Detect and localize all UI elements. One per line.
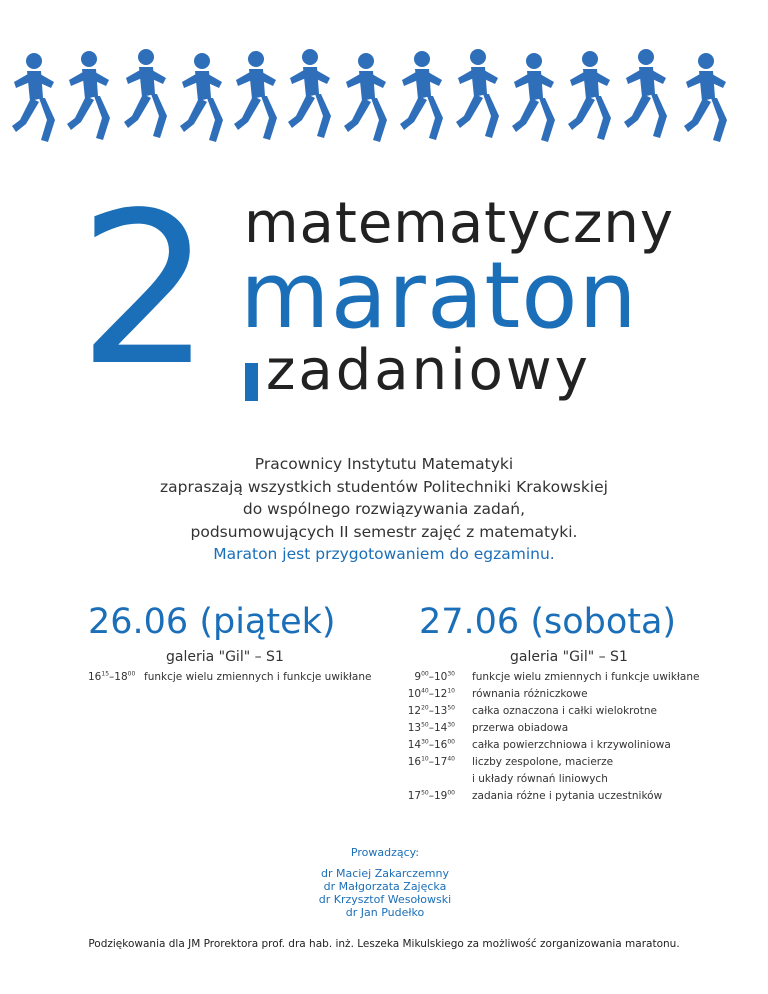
time-range: $17^{50}-19^{00}$ — [407, 789, 455, 802]
running-person-icon — [568, 51, 611, 140]
title-line-2: maraton — [240, 242, 638, 349]
time-range: $14^{30}-16^{00}$ — [407, 738, 455, 751]
intro-line: zapraszają wszystkich studentów Politechniki Krakowskiej — [160, 477, 608, 496]
day-2-title: 27.06 (sobota) — [419, 602, 677, 642]
activity: całka oznaczona i całki wielokrotne — [472, 705, 657, 717]
leaders-block — [230, 846, 540, 919]
day-1-schedule — [88, 671, 378, 688]
running-person-icon — [512, 53, 555, 142]
day-1-venue: galeria "Gil" – S1 — [166, 649, 284, 665]
schedule-row — [88, 671, 378, 688]
running-person-icon — [234, 51, 277, 140]
schedule-row — [400, 756, 700, 773]
schedule-row — [400, 722, 700, 739]
intro-text — [84, 453, 684, 566]
edition-number: 2 — [78, 167, 208, 412]
leader-name: dr Krzysztof Wesołowski — [318, 893, 452, 906]
day-2-venue: galeria "Gil" – S1 — [510, 649, 628, 665]
time-range: $10^{40}-12^{10}$ — [407, 687, 455, 700]
running-person-icon — [180, 53, 223, 142]
running-person-icon — [12, 53, 55, 142]
leader-name: dr Maciej Zakarczemny — [321, 867, 449, 880]
running-person-icon — [400, 51, 443, 140]
day-1-title: 26.06 (piątek) — [88, 602, 336, 642]
running-person-icon — [684, 53, 727, 142]
schedule-row — [400, 739, 700, 756]
activity: funkcje wielu zmiennych i funkcje uwikłane — [472, 671, 700, 683]
activity: funkcje wielu zmiennych i funkcje uwikłane — [144, 671, 372, 683]
activity: przerwa obiadowa — [472, 722, 569, 734]
schedule-row — [400, 790, 700, 807]
intro-accent-line: Maraton jest przygotowaniem do egzaminu. — [213, 545, 555, 563]
running-person-icon — [344, 53, 387, 142]
runners-banner — [10, 48, 758, 148]
schedule-row — [400, 705, 700, 722]
time-range: $12^{20}-13^{50}$ — [407, 704, 455, 717]
leader-name: dr Jan Pudełko — [345, 906, 425, 919]
time-range: $13^{50}-14^{30}$ — [407, 721, 455, 734]
title-dot-bar — [245, 363, 258, 401]
running-person-icon — [124, 49, 167, 138]
day-2-schedule — [400, 671, 700, 807]
schedule-row — [400, 671, 700, 688]
leader-name: dr Małgorzata Zajęcka — [323, 880, 447, 893]
schedule-row — [400, 773, 700, 790]
intro-line: do wspólnego rozwiązywania zadań, — [242, 500, 526, 518]
running-person-icon — [624, 49, 667, 138]
acknowledgement: Podziękowania dla JM Prorektora prof. dra hab. inż. Leszeka Mikulskiego za możliwość zorganizowania maratonu. — [88, 938, 680, 950]
time-range: $16^{10}-17^{40}$ — [407, 755, 455, 768]
intro-line: podsumowujących II semestr zajęć z matematyki. — [190, 522, 578, 541]
intro-line: Pracownicy Instytutu Matematyki — [254, 455, 514, 473]
leaders-header: Prowadzący: — [350, 846, 420, 859]
activity: całka powierzchniowa i krzywoliniowa — [472, 739, 671, 751]
schedule-row — [400, 688, 700, 705]
running-person-icon — [67, 51, 110, 140]
running-person-icon — [456, 49, 499, 138]
activity: równania różniczkowe — [472, 688, 588, 700]
time-range: $9^{00}-10^{30}$ — [414, 670, 455, 683]
title-line-1: matematyczny — [244, 191, 675, 256]
time-range: $16^{15}-18^{00}$ — [88, 670, 136, 683]
title-line-3: zadaniowy — [266, 338, 591, 403]
activity: liczby zespolone, macierze — [472, 756, 614, 768]
running-person-icon — [288, 49, 331, 138]
activity: i układy równań liniowych — [472, 773, 608, 785]
activity: zadania różne i pytania uczestników — [472, 790, 663, 802]
